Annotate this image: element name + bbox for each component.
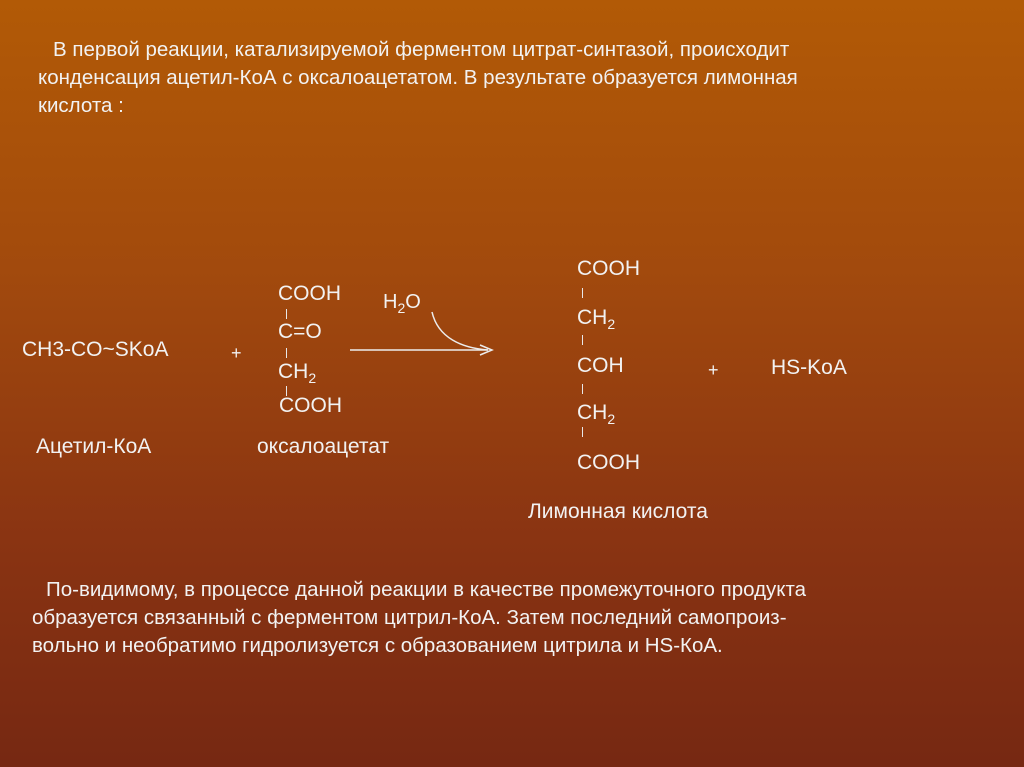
citric-cooh-top: COOH: [577, 257, 640, 280]
label-oxaloacetate: оксалоацетат: [257, 435, 390, 458]
label-citric-acid: Лимонная кислота: [528, 500, 708, 523]
oxaloacetate-cooh-top: COOH: [278, 282, 341, 305]
intro-line-2: конденсация ацетил-КоА с оксалоацетатом. В результате образуется лимонная: [38, 66, 798, 89]
intro-line-1: В первой реакции, катализируемой ферментом цитрат-синтазой, происходит: [53, 38, 790, 61]
conclusion-line-1: По-видимому, в процессе данной реакции в качестве промежуточного продукта: [46, 578, 807, 601]
citric-ch2-bottom: $CH_2$: [577, 401, 616, 427]
bond-line: [582, 427, 583, 437]
bond-line: [582, 335, 583, 345]
plus-sign-2: +: [708, 360, 719, 380]
intro-line-3: кислота :: [38, 94, 124, 117]
hs-coa-formula: HS-KoA: [771, 356, 847, 379]
conclusion-line-2: образуется связанный с ферментом цитрил-КоА. Затем последний самопроиз-: [32, 606, 787, 629]
plus-sign-1: +: [231, 343, 242, 363]
bond-line: [582, 384, 583, 394]
citric-ch2-top: $CH_2$: [577, 306, 616, 332]
water-label: $H_2O$: [383, 291, 421, 316]
bond-line: [582, 288, 583, 298]
conclusion-line-3: вольно и необратимо гидролизуется с образованием цитрила и HS-КоА.: [32, 634, 723, 657]
citric-coh: COH: [577, 354, 624, 377]
oxaloacetate-carbonyl: C=O: [278, 320, 322, 343]
conclusion-paragraph: [32, 576, 806, 660]
citric-cooh-bottom: COOH: [577, 451, 640, 474]
oxaloacetate-ch2: $CH_2$: [278, 360, 317, 386]
label-acetyl-coa: Ацетил-КоА: [36, 435, 152, 458]
oxaloacetate-cooh-bottom: COOH: [279, 394, 342, 417]
acetyl-coa-formula: CH3-CO~SKoA: [22, 338, 169, 361]
